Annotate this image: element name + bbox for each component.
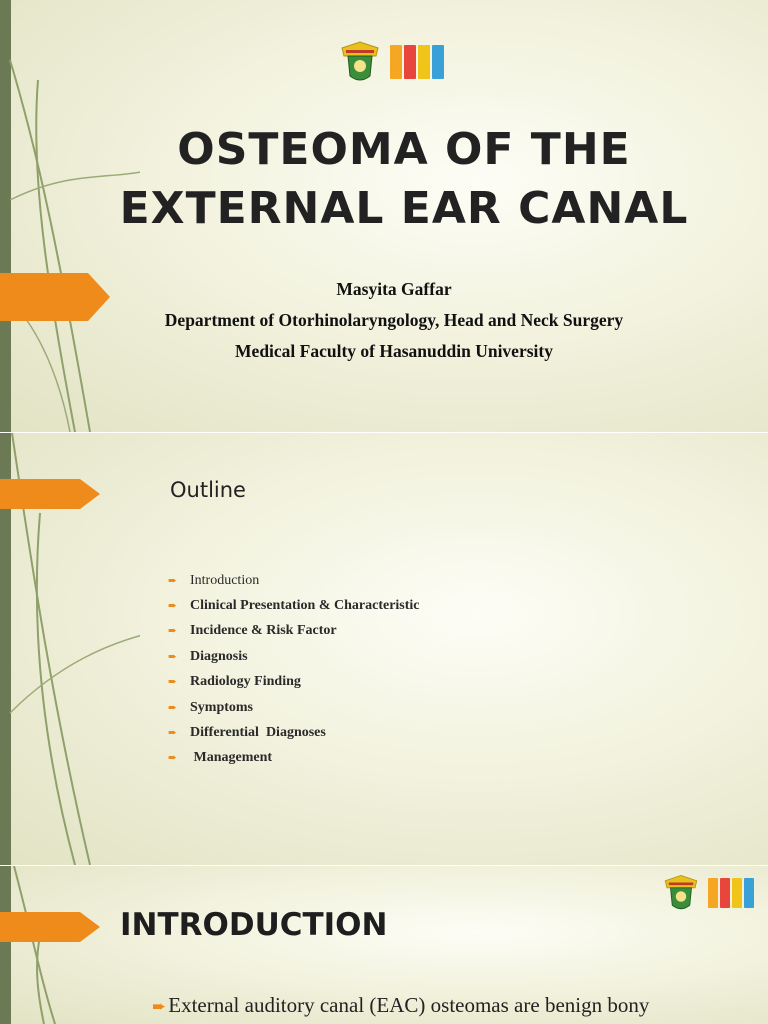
outline-item xyxy=(168,568,420,593)
orange-arrow-shape xyxy=(0,479,100,509)
introduction-bullet xyxy=(152,990,768,1022)
department-logo-icon xyxy=(390,45,444,79)
outline-item xyxy=(168,746,420,771)
department-name: Department of Otorhinolaryngology, Head and Neck Surgery xyxy=(164,310,624,330)
author-name: Masyita Gaffar xyxy=(336,279,452,299)
arrow-bullet-icon: ➨ xyxy=(168,650,178,663)
logo-group-top xyxy=(336,38,444,86)
outline-item-label: Incidence & Risk Factor xyxy=(190,623,337,639)
outline-item-label: Diagnosis xyxy=(190,648,248,664)
arrow-bullet-icon: ➨ xyxy=(168,676,178,689)
decorative-tendrils xyxy=(0,866,140,1024)
orange-arrow-shape xyxy=(0,912,100,942)
outline-item xyxy=(168,695,420,720)
outline-item-label: Management xyxy=(190,750,273,766)
arrow-bullet-icon: ➨ xyxy=(168,625,178,638)
outline-item xyxy=(168,619,420,644)
presentation-title xyxy=(60,120,748,238)
department-logo-icon xyxy=(708,878,754,908)
arrow-bullet-icon: ➨ xyxy=(168,574,178,587)
title-line-1: OSTEOMA OF THE xyxy=(177,124,631,175)
outline-item-label: Radiology Finding xyxy=(190,674,301,690)
outline-item xyxy=(168,720,420,745)
introduction-heading: INTRODUCTION xyxy=(120,907,388,943)
outline-item-label: Symptoms xyxy=(190,699,254,715)
arrow-bullet-icon: ➨ xyxy=(168,727,178,740)
outline-item-label: Introduction xyxy=(190,572,260,588)
outline-item xyxy=(168,644,420,669)
arrow-bullet-icon: ➨ xyxy=(168,752,178,765)
author-block xyxy=(40,274,748,367)
faculty-name: Medical Faculty of Hasanuddin University xyxy=(235,341,553,361)
outline-item xyxy=(168,670,420,695)
arrow-bullet-icon: ➨ xyxy=(168,600,178,613)
title-line-2: EXTERNAL EAR CANAL xyxy=(119,183,689,234)
outline-heading: Outline xyxy=(170,478,246,502)
outline-list xyxy=(168,568,420,771)
introduction-bullet-text: External auditory canal (EAC) osteomas are benign bony xyxy=(168,993,650,1017)
outline-item xyxy=(168,593,420,618)
logo-group-intro xyxy=(660,872,754,914)
arrow-bullet-icon: ➨ xyxy=(168,701,178,714)
university-crest-icon xyxy=(660,872,702,914)
arrow-bullet-icon: ➨ xyxy=(152,997,167,1016)
outline-item-label: Differential Diagnoses xyxy=(190,725,326,741)
outline-item-label: Clinical Presentation & Characteristic xyxy=(190,598,420,614)
university-crest-icon xyxy=(336,38,384,86)
